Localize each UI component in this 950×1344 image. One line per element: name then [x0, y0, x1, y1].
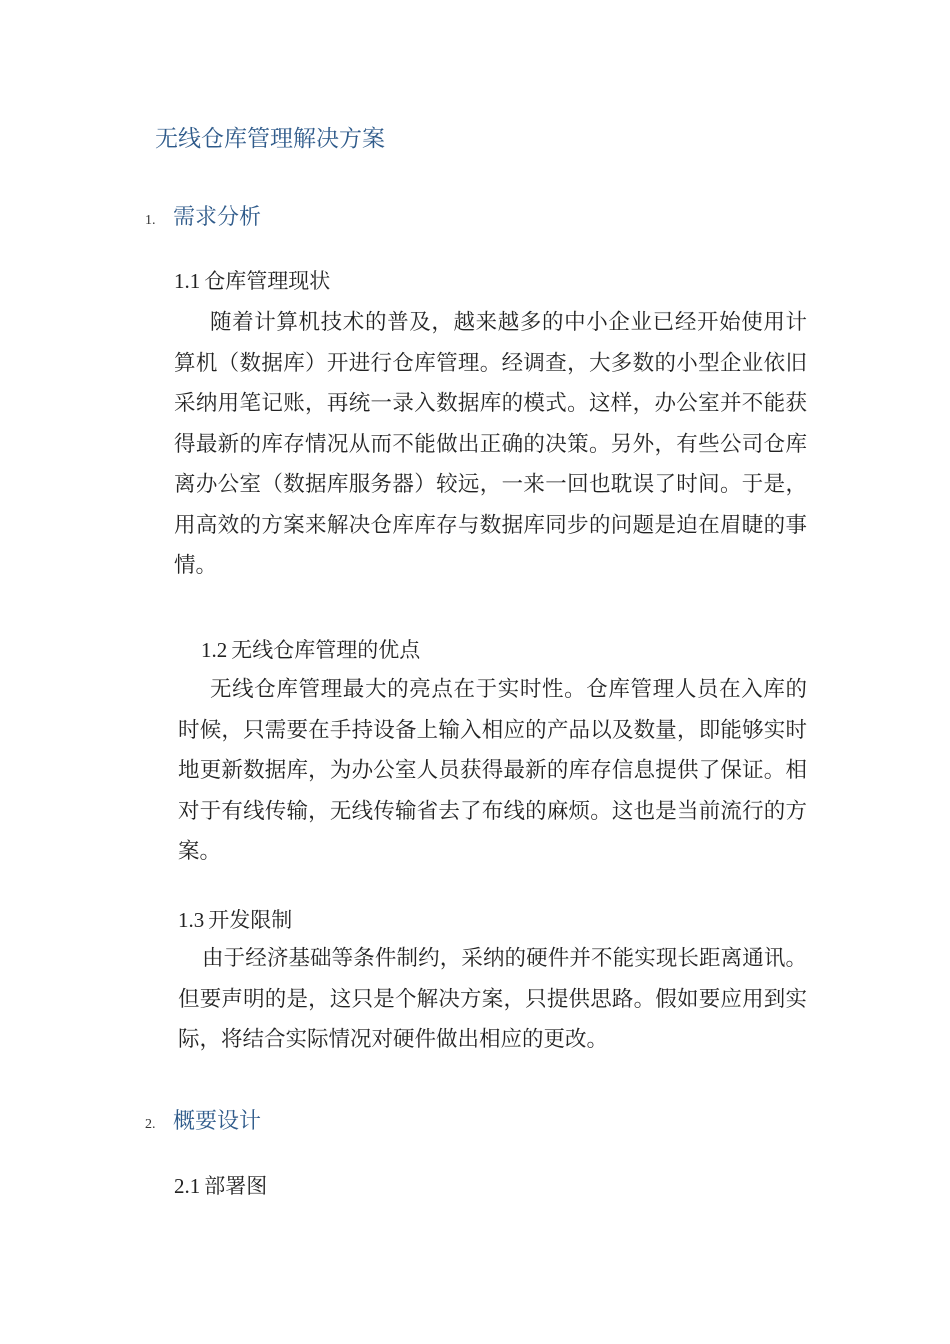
subsection-number: 1.2 — [201, 638, 228, 662]
document-title: 无线仓库管理解决方案 — [155, 126, 385, 152]
subsection-number: 1.3 — [178, 908, 205, 932]
subsection-number: 1.1 — [174, 269, 201, 293]
section-heading-2 — [145, 1104, 261, 1135]
section-number: 2. — [145, 1117, 156, 1132]
section-title: 需求分析 — [173, 205, 262, 230]
section-title: 概要设计 — [173, 1109, 262, 1134]
section-heading-1 — [145, 200, 261, 231]
subsection-heading-1-3 — [178, 904, 292, 934]
paragraph-1-3: 由于经济基础等条件制约，采纳的硬件并不能实现长距离通讯。但要声明的是，这只是个解决方案，只提供思路。假如要应用到实际，将结合实际情况对硬件做出相应的更改。 — [178, 946, 807, 1052]
subsection-title: 部署图 — [204, 1174, 268, 1198]
subsection-title: 开发限制 — [208, 908, 293, 932]
section-number: 1. — [145, 213, 156, 228]
subsection-number: 2.1 — [174, 1174, 201, 1198]
paragraph-1-1: 随着计算机技术的普及，越来越多的中小企业已经开始使用计算机（数据库）开进行仓库管理。经调查，大多数的小型企业依旧采纳用笔记账，再统一录入数据库的模式。这样，办公室并不能获得最新的库存情况从而不能做出正确的决策。另外，有些公司仓库离办公室（数据库服务器）较远，一来一回也耽误了时间。于是，用高效的方案来解决仓库库存与数据库同步的问题是迫在眉睫的事情。 — [174, 310, 807, 578]
subsection-heading-1-1 — [174, 265, 330, 295]
paragraph-1-2: 无线仓库管理最大的亮点在于实时性。仓库管理人员在入库的时候，只需要在手持设备上输入相应的产品以及数量，即能够实时地更新数据库，为办公室人员获得最新的库存信息提供了保证。相对于有线传输，无线传输省去了布线的麻烦。这也是当前流行的方案。 — [178, 677, 807, 864]
subsection-title: 仓库管理现状 — [204, 269, 331, 293]
subsection-title: 无线仓库管理的优点 — [231, 638, 421, 662]
subsection-heading-1-2 — [201, 634, 420, 664]
subsection-heading-2-1 — [174, 1170, 267, 1200]
